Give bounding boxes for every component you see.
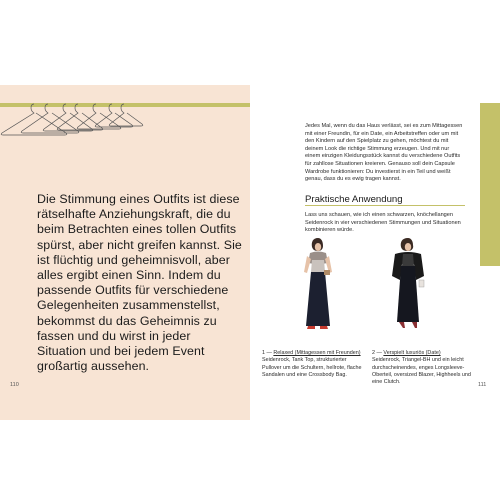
caption-1-text: Seidenrock, Tank Top, strukturierter Pullover um die Schultern, hellrote, flache Sandalen und eine Crossbody Bag. [262, 357, 362, 378]
caption-1-title: Relaxed (Mittagessen mit Freunden) [273, 350, 361, 356]
caption-1-number: 1 — [262, 350, 272, 356]
section-heading: Praktische Anwendung [305, 194, 403, 205]
outfit-illustration-relaxed [298, 236, 338, 336]
caption-2-text: Seidenrock, Triangel-BH und ein leicht durchscheinendes, enges Longsleeve-Oberteil, oversized Blazer, Highheels und eine Clutch. [372, 357, 471, 386]
outfit-illustration-date [385, 236, 430, 336]
page-number-right: 111 [478, 382, 487, 388]
pull-quote: Die Stimmung eines Outfits ist diese rätselhafte Anziehungskraft, die du beim Betrachten eines tollen Outfits spürst, aber nicht greifen kannst. Sie ist flüchtig und geheimnisvoll, aber alles ergibt einen Sinn. Indem du passende Outfits für verschiedene Gelegenheiten zusammenstellst, bekommst du das Geheimnis zu fassen und du wirst in jeder Situation und bei jedem Event großartig aussehen. [37, 192, 242, 374]
lead-paragraph: Lass uns schauen, wie ich einen schwarzen, knöchellangen Seidenrock in vier verschiedenen Stimmungen und Situationen kombinieren würde. [305, 212, 461, 234]
caption-2-number: 2 — [372, 350, 382, 356]
heading-rule [305, 205, 465, 206]
page-number-left: 110 [10, 382, 19, 388]
intro-paragraph: Jedes Mal, wenn du das Haus verlässt, sei es zum Mittagessen mit einer Freundin, für ein Date, ein Arbeitstreffen oder um mit den Kindern auf den Spielplatz zu gehen, möchtest du mit deinem Look die richtige Stimmung erzeugen. Und mit nur einem einzigen Kleidungsstück kannst du verschiedene Outfits für zahllose Situationen kreieren. Genauso soll dein Capsule Wardrobe funktionieren: Du investierst in ein Teil und weißt genau, dass du es ewig tragen kannst. [305, 123, 463, 183]
hangers-illustration [0, 98, 160, 148]
caption-2 [372, 350, 472, 386]
caption-1 [262, 350, 362, 379]
chapter-tab [480, 103, 500, 266]
caption-2-title: Verspielt luxuriös (Date) [383, 350, 441, 356]
